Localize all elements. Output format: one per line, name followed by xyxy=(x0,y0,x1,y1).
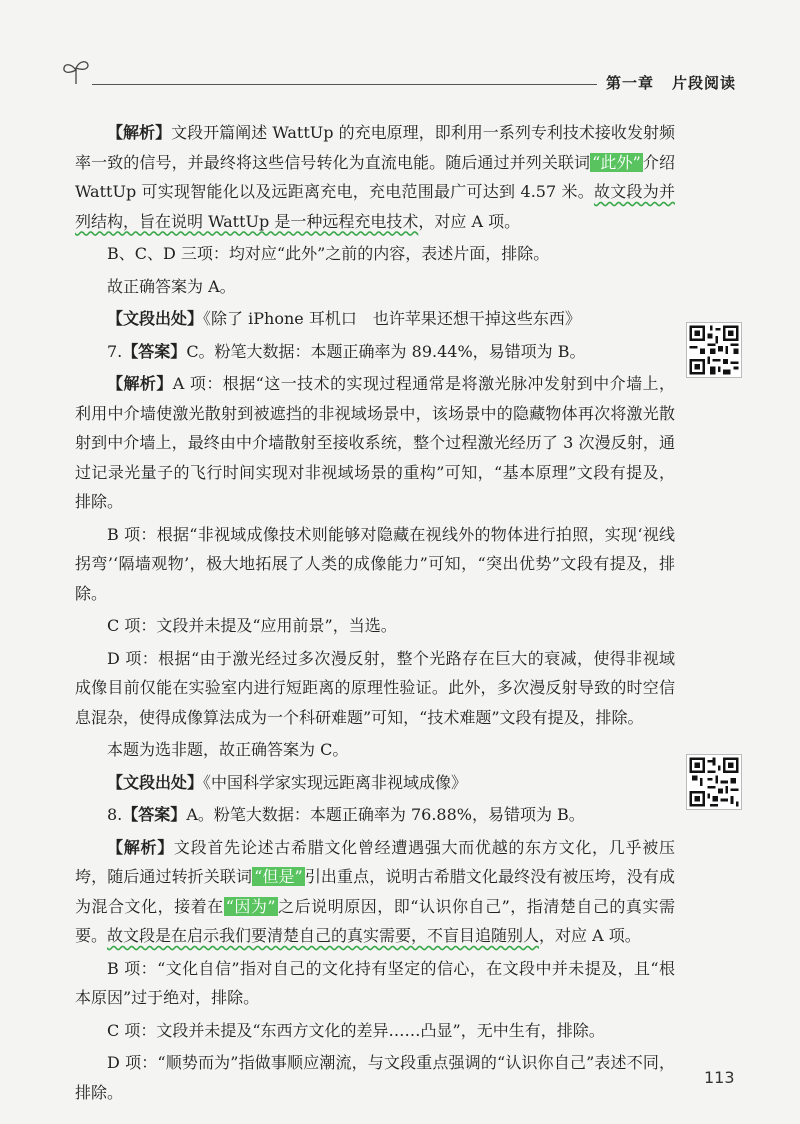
section-label: 片段阅读 xyxy=(672,74,737,92)
sprout-icon xyxy=(60,56,92,86)
highlight-keyword: “此外” xyxy=(592,152,641,172)
chapter-label: 第一章 xyxy=(606,74,655,92)
answer-line-6: 故正确答案为 A。 xyxy=(107,276,236,296)
qr-code-icon[interactable] xyxy=(686,754,742,810)
question-8-analysis: 【解析】文段首先论述古希腊文化曾经遭遇强大而优越的东方文化，几乎被压垮，随后通过转折关联词 “但是” 引出重点，说明古希腊文化最终没有被压垮，没有成为混合文化，接着在 “因为” 之后说明原因，即“认识你自己”，指清楚自己的真实需要。故文段是在启示我们要清楚自己的真实需要，不盲目追随别人，对应 A 项。 xyxy=(75,837,675,945)
header-rule xyxy=(92,84,597,85)
wavy-underline-conclusion: 故文段是在启示我们要清楚自己的真实需要，不盲目追随别人 xyxy=(107,926,540,945)
question-7-analysis-a: 【解析】A 项：根据“这一技术的实现过程通常是将激光脉冲发射到中介墙上，利用中介墙使激光散射到被遮挡的非视域场景中，该场景中的隐藏物体再次将激光散射到中介墙上，最终由中介墙散射至接收系统，整个过程激光经历了 3 次漫反射，通过记录光量子的飞行时间实现对非视域场景的重构”可知，“基本原理”文段有提及，排除。 xyxy=(75,374,675,511)
analysis-paragraph-6: 【解析】文段开篇阐述 WattUp 的充电原理，即利用一系列专利技术接收发射频率一致的信号，并最终将这些信号转化为直流电能。随后通过并列关联词 “此外” 介绍 WattUp 可实现智能化以及远距离充电，充电范围最广可达到 4.57 米。故文段为并列结构，旨在说明 WattUp 是一种远程充电技术，对应 A 项。 xyxy=(75,123,675,231)
page-header xyxy=(0,0,800,110)
question-8-answer: 8.【答案】A。粉笔大数据：本题正确率为 76.88%，易错项为 B。 xyxy=(107,805,585,824)
source-line-6: 【文段出处】《除了 iPhone 耳机口 也许苹果还想干掉这些东西》 xyxy=(107,309,581,328)
option-bcd-paragraph: B、C、D 三项：均对应“此外”之前的内容，表述片面，排除。 xyxy=(107,244,550,263)
label-bracket: 【解析】 xyxy=(107,123,172,142)
page-body xyxy=(75,118,675,1107)
question-8-option-c: C 项：文段并未提及“东西方文化的差异……凸显”，无中生有，排除。 xyxy=(107,1020,605,1040)
question-8-option-d: D 项：“顺势而为”指做事顺应潮流，与文段重点强调的“认识你自己”表述不同，排除。 xyxy=(75,1053,675,1102)
question-7-option-d: D 项：根据“由于激光经过多次漫反射，整个光路存在巨大的衰减，使得非视域成像目前仅能在实验室内进行短距离的原理性验证。此外，多次漫反射导致的时空信息混杂，使得成像算法成为一个科研难题”可知，“技术难题”文段有提及，排除。 xyxy=(75,648,675,727)
source-line-7: 【文段出处】《中国科学家实现远距离非视域成像》 xyxy=(107,772,468,792)
chapter-heading xyxy=(606,72,736,93)
question-7-answer: 7.【答案】C。粉笔大数据：本题正确率为 89.44%，易错项为 B。 xyxy=(107,341,586,361)
question-8-option-b: B 项：“文化自信”指对自己的文化持有坚定的信心，在文段中并未提及，且“根本原因”过于绝对，排除。 xyxy=(75,958,675,1007)
wavy-underline-conclusion: 故文段为并列结构，旨在说明 WattUp 是一种远程充电技术 xyxy=(75,182,675,231)
question-7-option-b: B 项：根据“非视域成像技术则能够对隐藏在视线外的物体进行拍照，实现‘视线拐弯’‘隔墙观物’，极大地拓展了人类的成像能力”可知，“突出优势”文段有提及，排除。 xyxy=(75,524,675,603)
question-7-option-c: C 项：文段并未提及“应用前景”，当选。 xyxy=(107,616,397,635)
page-number: 113 xyxy=(704,1068,735,1087)
qr-code-icon[interactable] xyxy=(686,322,742,378)
highlight-keyword: “因为” xyxy=(225,896,276,916)
question-7-conclusion: 本题为选非题，故正确答案为 C。 xyxy=(107,740,349,759)
highlight-keyword: “但是” xyxy=(254,867,303,886)
